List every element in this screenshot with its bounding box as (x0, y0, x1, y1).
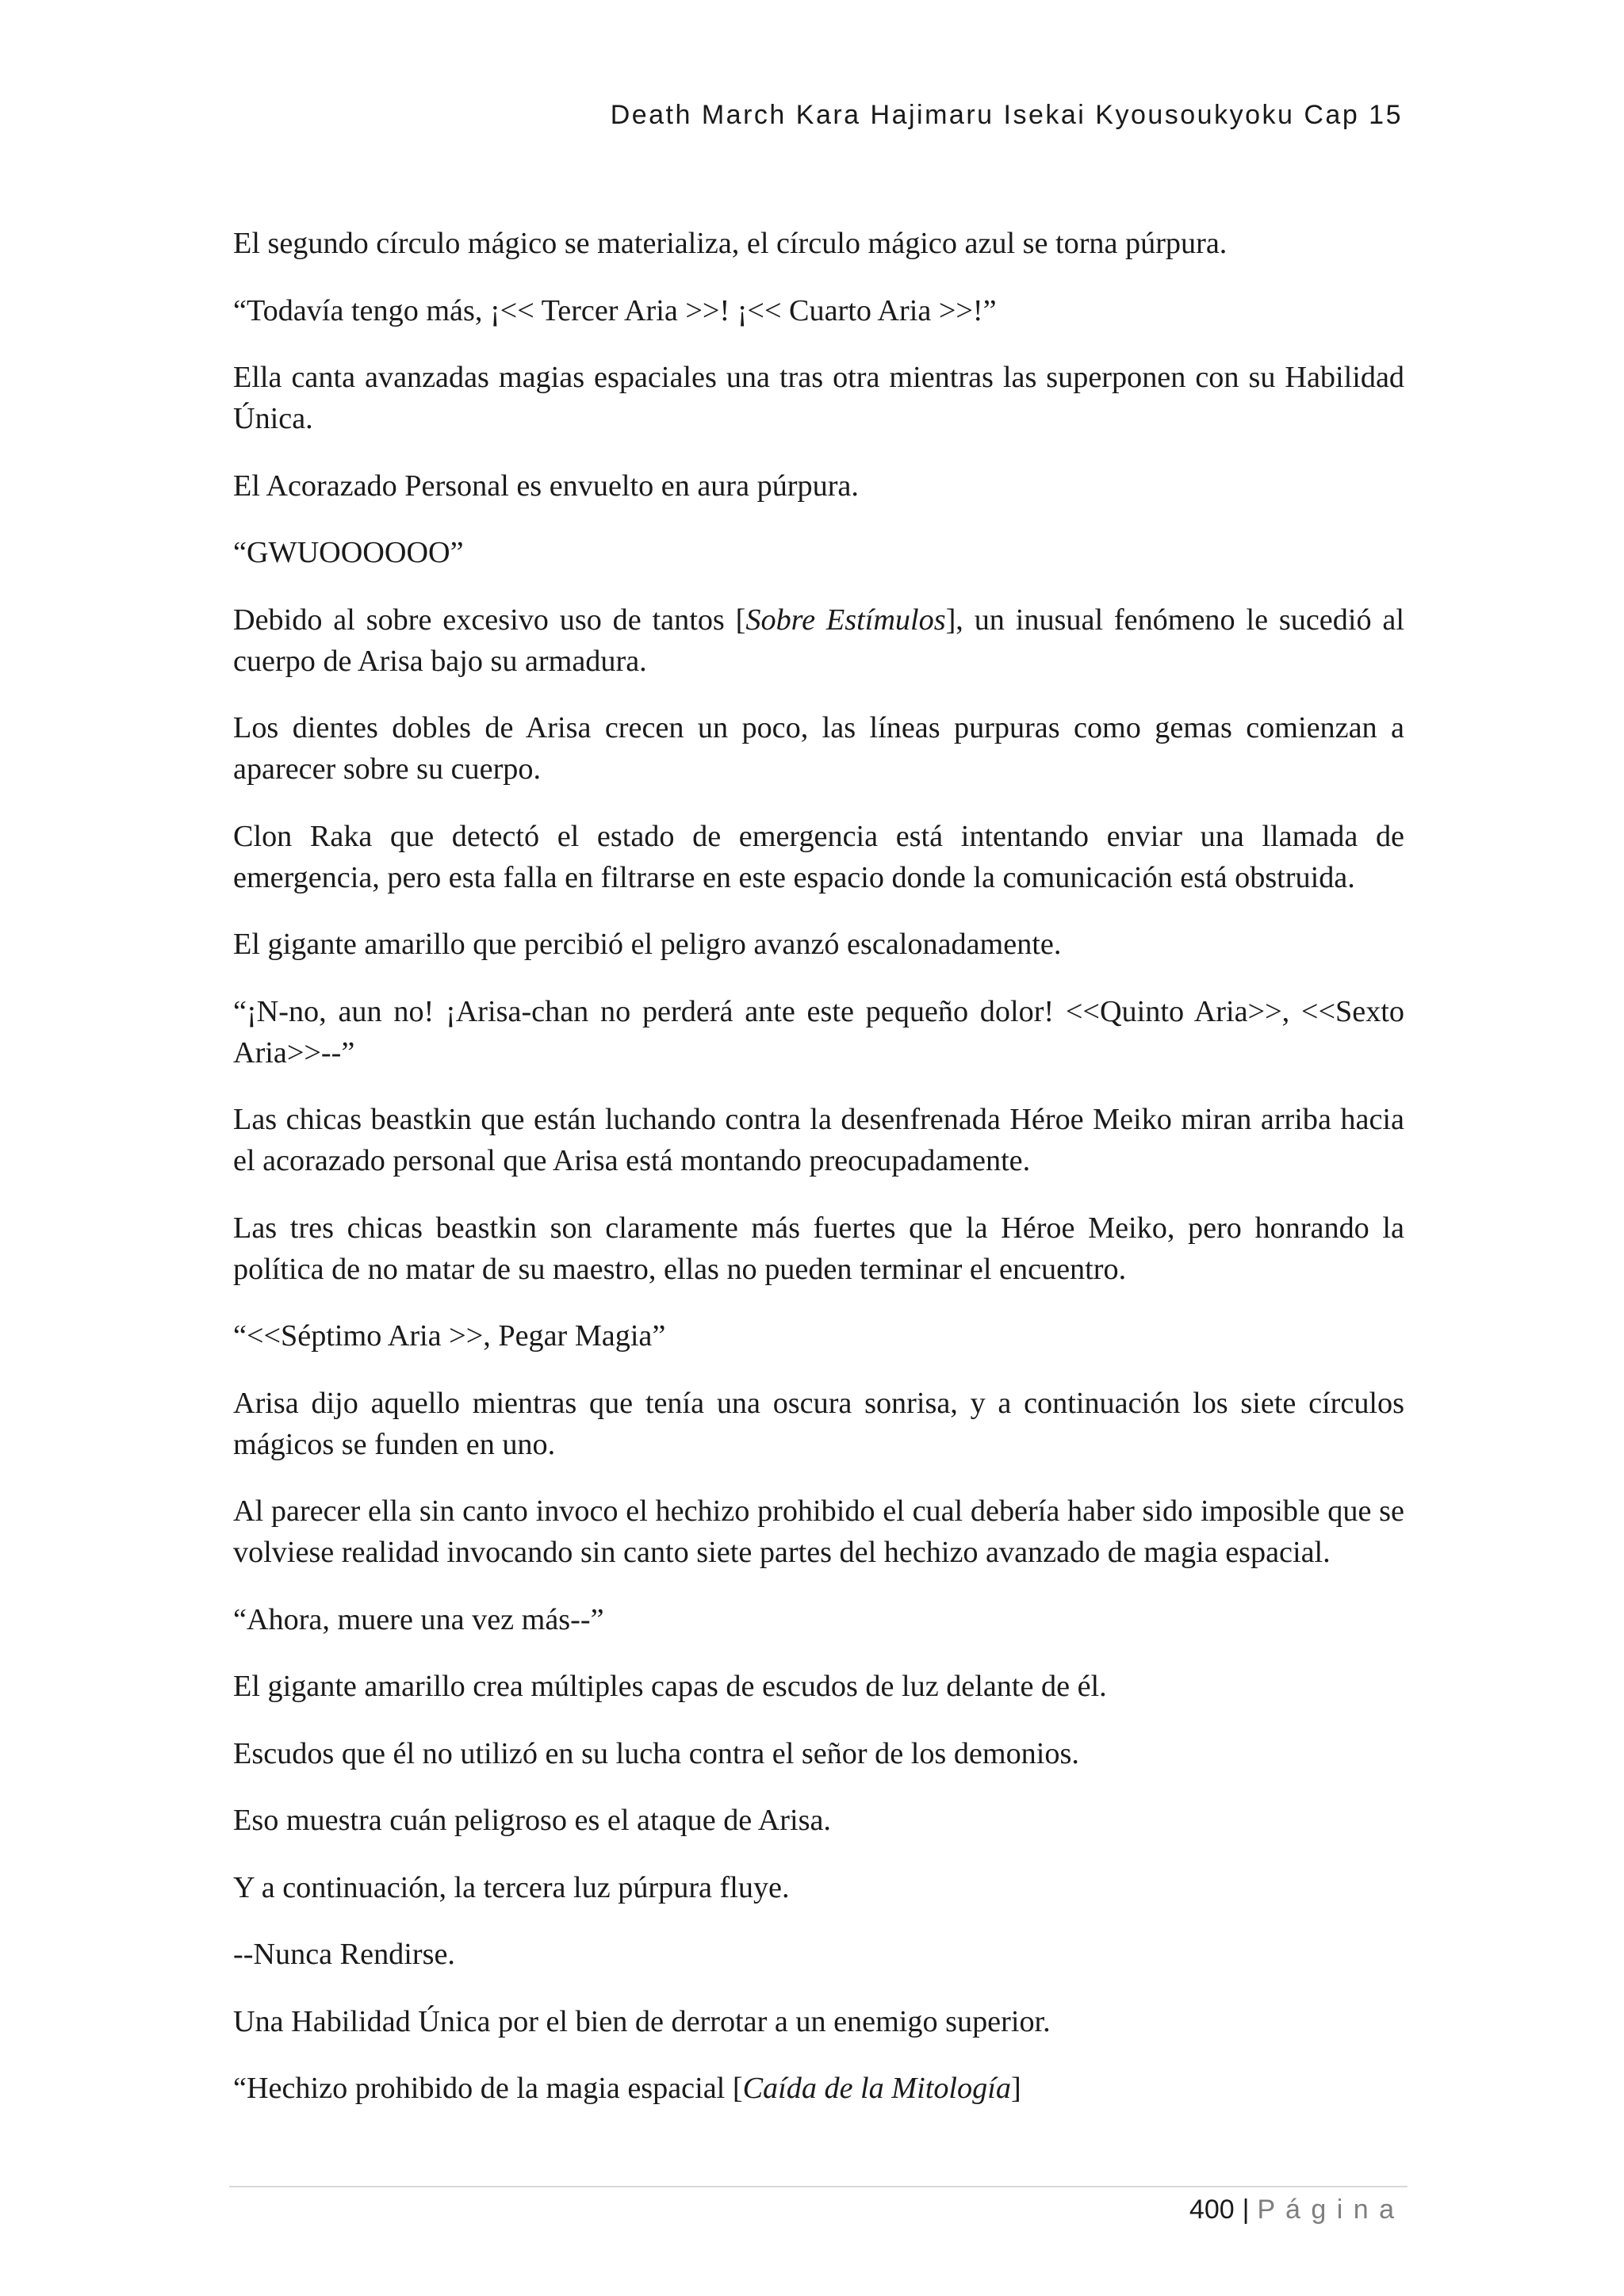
paragraph (233, 1099, 1404, 1181)
text-run: Y a continuación, la tercera luz púrpura fluye. (233, 1870, 790, 1904)
paragraph (233, 1599, 1404, 1640)
text-run: Ella canta avanzadas magias espaciales una tras otra mientras las superponen con su Habilidad Única. (233, 361, 1404, 435)
text-run: Eso muestra cuán peligroso es el ataque de Arisa. (233, 1804, 831, 1837)
paragraph (233, 1800, 1404, 1841)
paragraph (233, 1867, 1404, 1908)
text-run: Los dientes dobles de Arisa crecen un poco, las líneas purpuras como gemas comienzan a aparecer sobre su cuerpo. (233, 711, 1404, 786)
paragraph (233, 1733, 1404, 1774)
text-run: Al parecer ella sin canto invoco el hechizo prohibido el cual debería haber sido imposible que se volviese realidad invocando sin canto siete partes del hechizo avanzado de magia espacial. (233, 1494, 1404, 1569)
paragraph (233, 599, 1404, 682)
text-run: --Nunca Rendirse. (233, 1938, 455, 1971)
text-run: ] (1010, 2072, 1021, 2105)
text-run: Las tres chicas beastkin son claramente más fuertes que la Héroe Meiko, pero honrando la política de no matar de su maestro, ellas no pueden terminar el encuentro. (233, 1211, 1404, 1286)
paragraph (233, 1207, 1404, 1290)
paragraph (233, 290, 1404, 331)
text-run: Escudos que él no utilizó en su lucha contra el señor de los demonios. (233, 1736, 1079, 1770)
page-label: P á g i n a (1257, 2195, 1396, 2225)
text-run: El gigante amarillo que percibió el peligro avanzó escalonadamente. (233, 928, 1062, 961)
paragraph (233, 465, 1404, 507)
page-number: 400 (1189, 2195, 1235, 2225)
paragraph (233, 816, 1404, 898)
footer-rule (229, 2186, 1408, 2187)
italic-text: Caída de la Mitología (742, 2072, 1011, 2105)
text-run: “Ahora, muere una vez más--” (233, 1602, 604, 1636)
paragraph (233, 223, 1404, 264)
paragraph (233, 1666, 1404, 1707)
text-run: “GWUOOOOOO” (233, 536, 464, 569)
text-run: Las chicas beastkin que están luchando contra la desenfrenada Héroe Meiko miran arriba hacia el acorazado personal que Arisa está montando preocupadamente. (233, 1103, 1404, 1177)
text-run: “¡N-no, aun no! ¡Arisa-chan no perderá ante este pequeño dolor! <<Quinto Aria>>, <<Sexto Aria>>--” (233, 994, 1404, 1070)
text-run: ], un inusual fenómeno le sucedió al cuerpo de Arisa bajo su armadura. (233, 603, 1404, 678)
running-header: Death March Kara Hajimaru Isekai Kyousoukyoku Cap 15 (610, 100, 1403, 130)
text-run: Una Habilidad Única por el bien de derrotar a un enemigo superior. (233, 2004, 1051, 2038)
text-run: Debido al sobre excesivo uso de tantos [ (233, 603, 746, 637)
page-footer (1189, 2194, 1396, 2225)
text-run: El gigante amarillo crea múltiples capas de escudos de luz delante de él. (233, 1670, 1107, 1703)
paragraph (233, 924, 1404, 965)
text-run: Arisa dijo aquello mientras que tenía una oscura sonrisa, y a continuación los siete círculos mágicos se funden en uno. (233, 1386, 1404, 1461)
text-run: “<<Séptimo Aria >>, Pegar Magia” (233, 1319, 666, 1353)
text-run: “Todavía tengo más, ¡<< Tercer Aria >>! ¡<< Cuarto Aria >>!” (233, 293, 997, 327)
text-run: Clon Raka que detectó el estado de emergencia está intentando enviar una llamada de emergencia, pero esta falla en filtrarse en este espacio donde la comunicación está obstruida. (233, 819, 1404, 894)
paragraph (233, 1934, 1404, 1975)
paragraph (233, 2068, 1404, 2109)
italic-text: Sobre Estímulos (745, 603, 946, 637)
paragraph (233, 1383, 1404, 1465)
footer-separator: | (1242, 2195, 1250, 2225)
paragraph (233, 707, 1404, 790)
paragraph (233, 1490, 1404, 1573)
paragraph (233, 357, 1404, 439)
text-run: El Acorazado Personal es envuelto en aura púrpura. (233, 469, 859, 503)
text-run: “Hechizo prohibido de la magia espacial [ (233, 2072, 743, 2105)
chapter-body (233, 223, 1404, 2135)
paragraph (233, 1315, 1404, 1357)
paragraph (233, 991, 1404, 1073)
paragraph (233, 2001, 1404, 2042)
text-run: El segundo círculo mágico se materializa, el círculo mágico azul se torna púrpura. (233, 227, 1228, 260)
paragraph (233, 532, 1404, 573)
